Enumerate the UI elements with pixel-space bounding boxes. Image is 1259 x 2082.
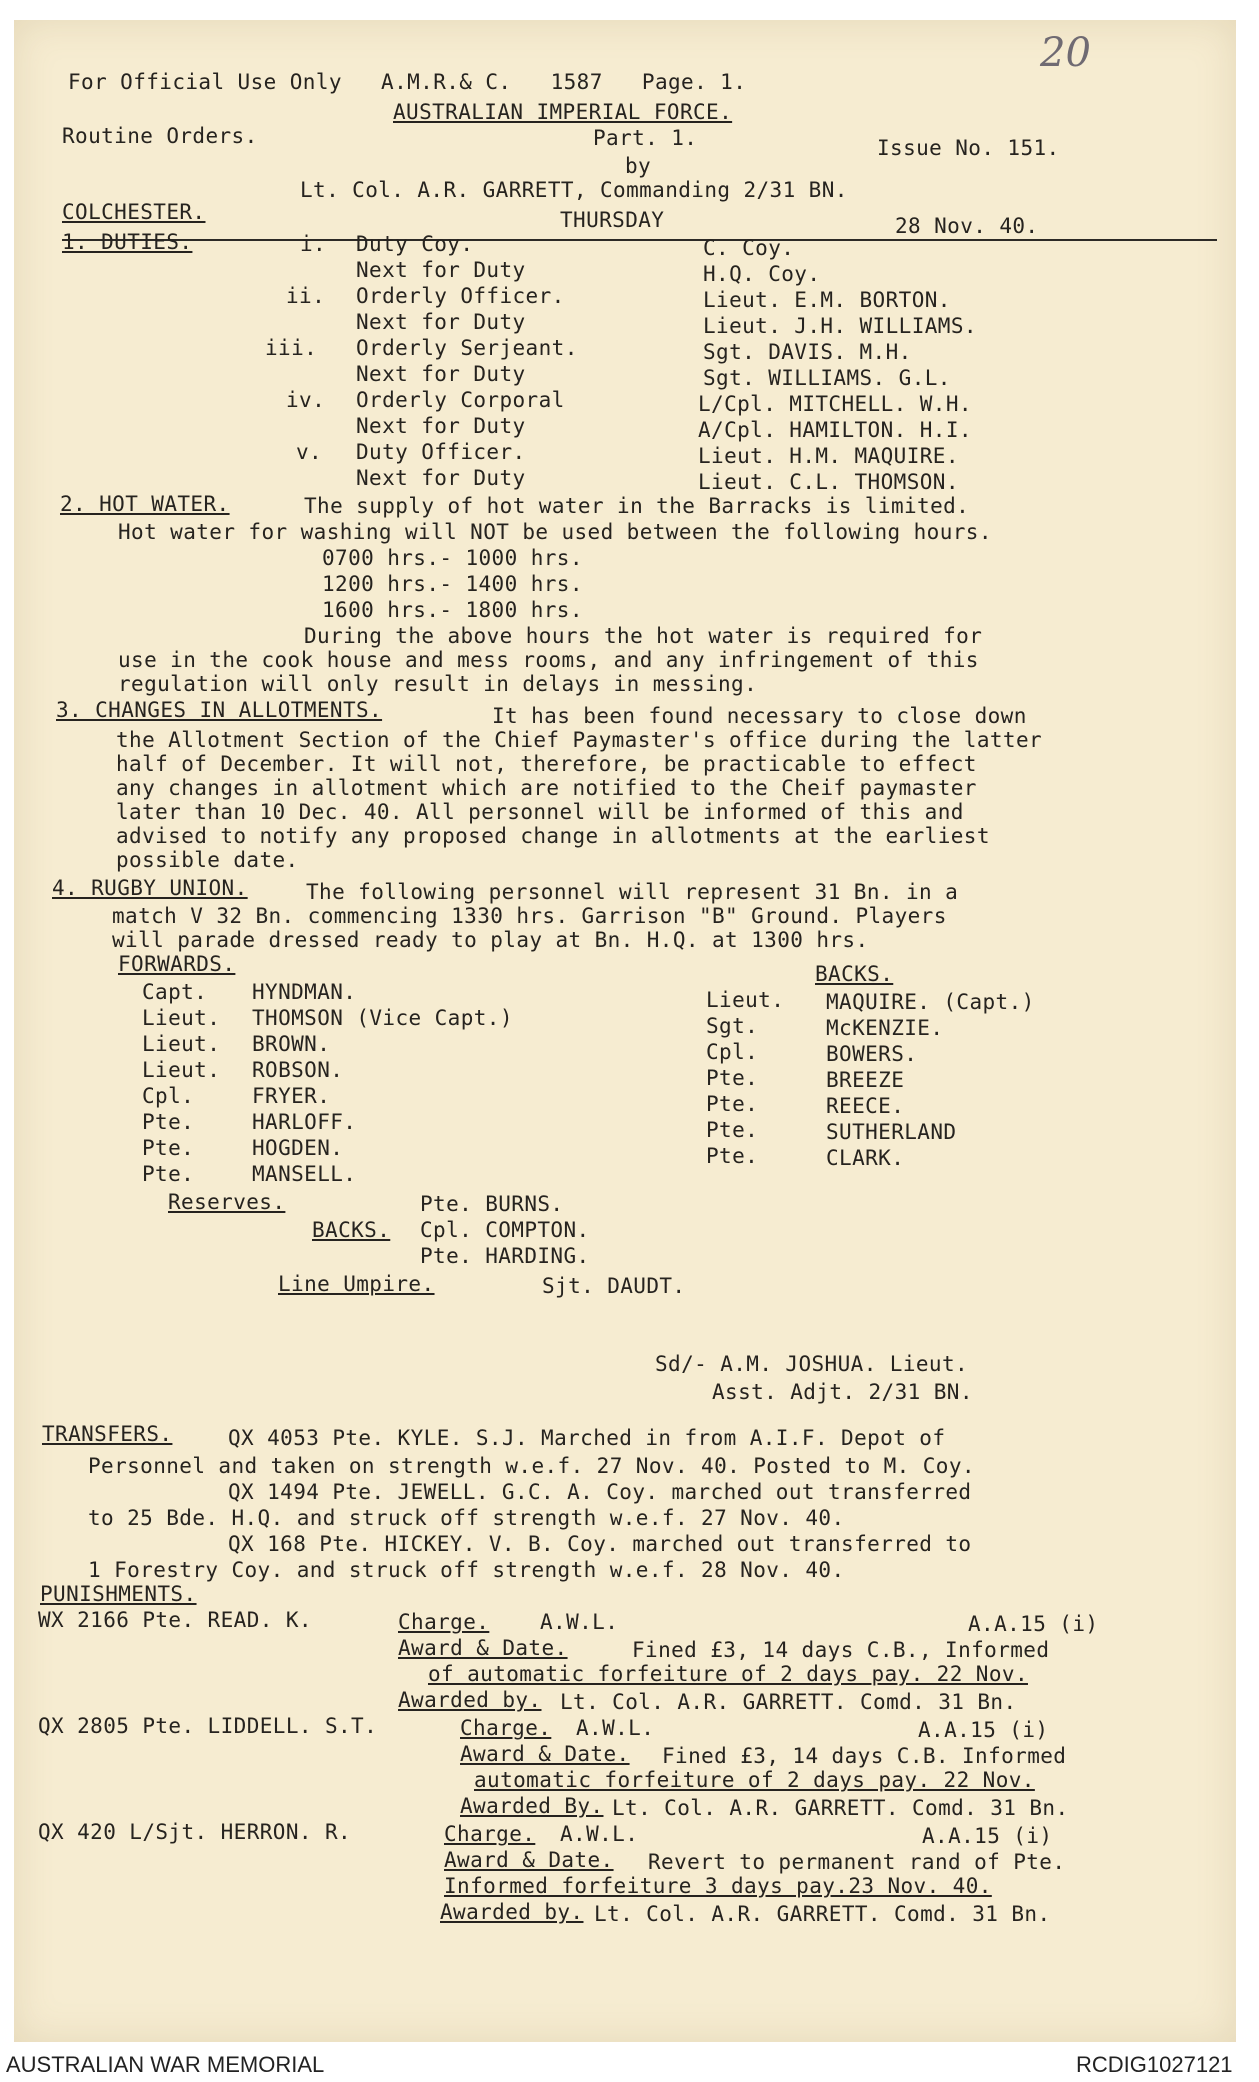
reserves-backs-label: BACKS. xyxy=(312,1218,391,1242)
forward-name: HOGDEN. xyxy=(252,1136,344,1160)
transfer-line: 1 Forestry Coy. and struck off strength w.e.f. 28 Nov. 40. xyxy=(88,1558,845,1582)
date: 28 Nov. 40. xyxy=(895,214,1039,238)
back-rank: Sgt. xyxy=(706,1014,759,1038)
duty-name: Sgt. WILLIAMS. G.L. xyxy=(703,366,951,390)
forwards-label: FORWARDS. xyxy=(118,952,236,976)
award-value: Fined £3, 14 days C.B., Informed xyxy=(632,1638,1050,1662)
routine-orders-label: Routine Orders. xyxy=(62,124,258,148)
awarded-by: Lt. Col. A.R. GARRETT. Comd. 31 Bn. xyxy=(594,1902,1051,1926)
transfer-line: QX 1494 Pte. JEWELL. G.C. A. Coy. marched out transferred xyxy=(228,1480,972,1504)
duty-role: Next for Duty xyxy=(356,414,526,438)
hot-water-line: The supply of hot water in the Barracks is limited. xyxy=(304,494,970,518)
duty-name: Sgt. DAVIS. M.H. xyxy=(703,340,912,364)
transfer-line: QX 4053 Pte. KYLE. S.J. Marched in from A.I.F. Depot of xyxy=(228,1426,946,1450)
hot-water-para: During the above hours the hot water is required for xyxy=(304,624,983,648)
hot-water-para: use in the cook house and mess rooms, and any infringement of this xyxy=(118,648,979,672)
back-name: BREEZE xyxy=(826,1068,905,1092)
transfer-line: to 25 Bde. H.Q. and struck off strength w.e.f. 27 Nov. 40. xyxy=(88,1506,845,1530)
duty-num: v. xyxy=(296,440,323,464)
forward-name: FRYER. xyxy=(252,1084,331,1108)
duty-role: Duty Coy. xyxy=(356,232,474,256)
transfer-line: QX 168 Pte. HICKEY. V. B. Coy. marched out transferred to xyxy=(228,1532,972,1556)
forward-name: MANSELL. xyxy=(252,1162,357,1186)
back-rank: Pte. xyxy=(706,1066,759,1090)
awarded-by-label: Awarded by. xyxy=(440,1900,584,1924)
place: COLCHESTER. xyxy=(62,200,206,224)
time-range: 0700 hrs.- 1000 hrs. xyxy=(322,546,583,570)
charge-label: Charge. xyxy=(444,1822,536,1846)
back-rank: Lieut. xyxy=(706,988,785,1012)
forward-rank: Lieut. xyxy=(142,1058,221,1082)
duty-name: Lieut. H.M. MAQUIRE. xyxy=(698,444,959,468)
charge-label: Charge. xyxy=(460,1716,552,1740)
forward-name: BROWN. xyxy=(252,1032,331,1056)
back-rank: Pte. xyxy=(706,1118,759,1142)
charge-value: A.W.L. xyxy=(576,1716,655,1740)
duty-name: Lieut. C.L. THOMSON. xyxy=(698,470,959,494)
charge-ref: A.A.15 (i) xyxy=(922,1824,1053,1848)
charge-value: A.W.L. xyxy=(540,1610,619,1634)
reserves-forward: Pte. BURNS. xyxy=(420,1192,564,1216)
back-rank: Pte. xyxy=(706,1092,759,1116)
duty-num: i. xyxy=(300,232,327,256)
allotments-line: possible date. xyxy=(116,848,299,872)
punishments-heading: PUNISHMENTS. xyxy=(40,1582,197,1606)
duty-num: ii. xyxy=(286,284,326,308)
signature-name: Sd/- A.M. JOSHUA. Lieut. xyxy=(655,1352,969,1376)
allotments-line: It has been found necessary to close down xyxy=(492,704,1027,728)
award-value-cont: automatic forfeiture of 2 days pay. 22 Nov. xyxy=(474,1768,1035,1792)
charge-ref: A.A.15 (i) xyxy=(968,1612,1099,1636)
signature-title: Asst. Adjt. 2/31 BN. xyxy=(712,1380,973,1404)
forward-rank: Lieut. xyxy=(142,1006,221,1030)
duty-role: Duty Officer. xyxy=(356,440,526,464)
duties-heading: 1. DUTIES. xyxy=(62,230,193,254)
header-rule xyxy=(62,239,1217,241)
duty-role: Orderly Corporal xyxy=(356,388,565,412)
duty-name: L/Cpl. MITCHELL. W.H. xyxy=(698,392,972,416)
duty-role: Orderly Serjeant. xyxy=(356,336,578,360)
archive-credit: AUSTRALIAN WAR MEMORIAL xyxy=(6,2052,325,2077)
forward-rank: Pte. xyxy=(142,1110,195,1134)
award-value: Revert to permanent rand of Pte. xyxy=(648,1850,1066,1874)
back-name: REECE. xyxy=(826,1094,905,1118)
forward-name: HYNDMAN. xyxy=(252,980,357,1004)
duty-role: Next for Duty xyxy=(356,310,526,334)
award-value-cont: of automatic forfeiture of 2 days pay. 22 Nov. xyxy=(428,1662,1028,1686)
issue-number: Issue No. 151. xyxy=(877,136,1060,160)
award-value-cont: Informed forfeiture 3 days pay.23 Nov. 40. xyxy=(444,1874,992,1898)
by-label: by xyxy=(625,154,652,178)
official-use-line: For Official Use Only A.M.R.& C. 1587 Page. 1. xyxy=(68,70,747,94)
reserves-back: Cpl. COMPTON. xyxy=(420,1218,590,1242)
forward-rank: Cpl. xyxy=(142,1084,195,1108)
punishment-soldier: QX 420 L/Sjt. HERRON. R. xyxy=(38,1820,352,1844)
line-umpire-label: Line Umpire. xyxy=(278,1272,435,1296)
award-value: Fined £3, 14 days C.B. Informed xyxy=(662,1744,1067,1768)
duty-num: iv. xyxy=(286,388,326,412)
reserves-back: Pte. HARDING. xyxy=(420,1244,590,1268)
award-label: Award & Date. xyxy=(444,1848,614,1872)
back-name: McKENZIE. xyxy=(826,1016,944,1040)
allotments-heading: 3. CHANGES IN ALLOTMENTS. xyxy=(56,698,383,722)
award-label: Award & Date. xyxy=(398,1636,568,1660)
awarded-by-label: Awarded By. xyxy=(460,1794,604,1818)
rugby-line: match V 32 Bn. commencing 1330 hrs. Garrison "B" Ground. Players xyxy=(112,904,947,928)
duty-name: C. Coy. xyxy=(703,236,795,260)
duty-role: Orderly Officer. xyxy=(356,284,565,308)
back-name: BOWERS. xyxy=(826,1042,918,1066)
charge-label: Charge. xyxy=(398,1610,490,1634)
forward-name: HARLOFF. xyxy=(252,1110,357,1134)
punishment-soldier: QX 2805 Pte. LIDDELL. S.T. xyxy=(38,1714,378,1738)
reserves-label: Reserves. xyxy=(168,1190,286,1214)
duty-num: iii. xyxy=(265,336,318,360)
back-rank: Pte. xyxy=(706,1144,759,1168)
rugby-line: The following personnel will represent 31 Bn. in a xyxy=(306,880,959,904)
allotments-line: advised to notify any proposed change in allotments at the earliest xyxy=(116,824,990,848)
awarded-by: Lt. Col. A.R. GARRETT. Comd. 31 Bn. xyxy=(612,1796,1069,1820)
hot-water-line: Hot water for washing will NOT be used between the following hours. xyxy=(118,520,992,544)
punishment-soldier: WX 2166 Pte. READ. K. xyxy=(38,1608,312,1632)
awarded-by-label: Awarded by. xyxy=(398,1688,542,1712)
forward-rank: Lieut. xyxy=(142,1032,221,1056)
allotments-line: later than 10 Dec. 40. All personnel will be informed of this and xyxy=(116,800,964,824)
duty-role: Next for Duty xyxy=(356,258,526,282)
hot-water-heading: 2. HOT WATER. xyxy=(60,492,230,516)
rugby-line: will parade dressed ready to play at Bn. H.Q. at 1300 hrs. xyxy=(112,928,869,952)
transfers-heading: TRANSFERS. xyxy=(42,1422,173,1446)
duty-role: Next for Duty xyxy=(356,466,526,490)
commander-line: Lt. Col. A.R. GARRETT, Commanding 2/31 BN. xyxy=(300,178,848,202)
back-rank: Cpl. xyxy=(706,1040,759,1064)
allotments-line: the Allotment Section of the Chief Paymaster's office during the latter xyxy=(116,728,1043,752)
forward-name: THOMSON (Vice Capt.) xyxy=(252,1006,513,1030)
back-name: CLARK. xyxy=(826,1146,905,1170)
page-number-handwritten: 20 xyxy=(1040,30,1091,76)
allotments-line: half of December. It will not, therefore, be practicable to effect xyxy=(116,752,977,776)
time-range: 1600 hrs.- 1800 hrs. xyxy=(322,598,583,622)
forward-rank: Capt. xyxy=(142,980,208,1004)
duty-name: H.Q. Coy. xyxy=(703,262,821,286)
awarded-by: Lt. Col. A.R. GARRETT. Comd. 31 Bn. xyxy=(560,1690,1017,1714)
line-umpire: Sjt. DAUDT. xyxy=(542,1274,686,1298)
forward-rank: Pte. xyxy=(142,1136,195,1160)
back-name: SUTHERLAND xyxy=(826,1120,957,1144)
duty-name: A/Cpl. HAMILTON. H.I. xyxy=(698,418,972,442)
forward-rank: Pte. xyxy=(142,1162,195,1186)
part-label: Part. 1. xyxy=(593,126,698,150)
rugby-heading: 4. RUGBY UNION. xyxy=(52,876,248,900)
time-range: 1200 hrs.- 1400 hrs. xyxy=(322,572,583,596)
forward-name: ROBSON. xyxy=(252,1058,344,1082)
charge-ref: A.A.15 (i) xyxy=(918,1718,1049,1742)
force-title: AUSTRALIAN IMPERIAL FORCE. xyxy=(393,100,733,124)
archive-reference: RCDIG1027121 xyxy=(1076,2052,1233,2077)
duty-role: Next for Duty xyxy=(356,362,526,386)
backs-label: BACKS. xyxy=(815,962,894,986)
charge-value: A.W.L. xyxy=(560,1822,639,1846)
hot-water-para: regulation will only result in delays in messing. xyxy=(118,672,758,696)
back-name: MAQUIRE. (Capt.) xyxy=(826,990,1035,1014)
duty-name: Lieut. E.M. BORTON. xyxy=(703,288,951,312)
duty-name: Lieut. J.H. WILLIAMS. xyxy=(703,314,977,338)
day: THURSDAY xyxy=(560,208,665,232)
transfer-line: Personnel and taken on strength w.e.f. 27 Nov. 40. Posted to M. Coy. xyxy=(88,1454,975,1478)
allotments-line: any changes in allotment which are notified to the Cheif paymaster xyxy=(116,776,977,800)
award-label: Award & Date. xyxy=(460,1742,630,1766)
